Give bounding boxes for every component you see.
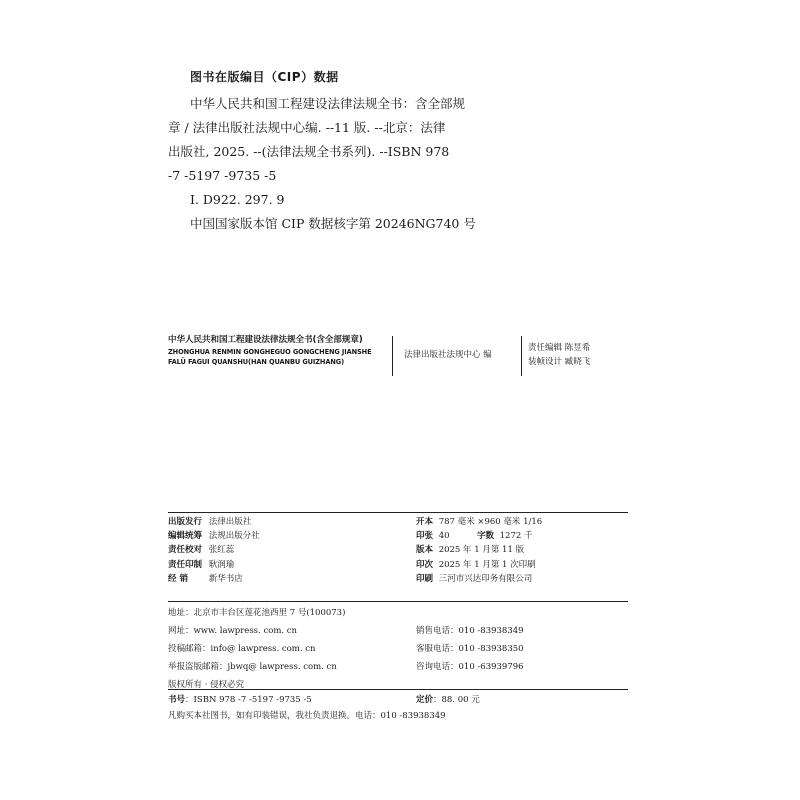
pub-label: 经 销 [168, 573, 188, 584]
role-responsible-editor: 责任编辑 陈昱希 [528, 343, 591, 353]
piracy-report-email: 举报盗版邮箱：jbwq@ lawpress. com. cn [168, 662, 337, 672]
cip-line-3: 出版社, 2025. --(法律法规全书系列). --ISBN 978 [168, 144, 450, 159]
price [416, 692, 480, 708]
contact-right-column [416, 622, 628, 694]
cip-line-2: 章 / 法律出版社法规中心编. --11 版. --北京：法律 [168, 120, 446, 135]
horizontal-rule [168, 689, 628, 690]
cip-line-6: 中国国家版本馆 CIP 数据核字第 20246NG740 号 [190, 216, 476, 231]
pub-value: 法规出版分社 [208, 531, 260, 542]
footer-info [168, 689, 628, 724]
service-phone: 客服电话：010 -83938350 [416, 644, 524, 654]
pub-label: 编辑统筹 [168, 531, 203, 542]
price-label: 定价 [416, 695, 434, 705]
staff-roles [528, 341, 590, 369]
book-title-chinese: 中华人民共和国工程建设法律法规全书(含全部规章) [168, 335, 363, 345]
publication-left-column [168, 515, 416, 586]
editor-credit: 法律出版社法规中心 编 [404, 350, 492, 360]
isbn-label: 书号 [168, 695, 186, 705]
book-title-pinyin-line-2: FALÜ FAGUI QUANSHU(HAN QUANBU GUIZHANG) [168, 358, 345, 366]
pub-label: 开本 [416, 517, 434, 527]
submission-email: 投稿邮箱：info@ lawpress. com. cn [168, 644, 316, 654]
vertical-divider [392, 336, 393, 376]
pub-value: 新华书店 [208, 573, 243, 584]
pub-value: 耿润瑜 [208, 559, 235, 570]
pub-row-printer [416, 572, 628, 586]
vertical-divider [521, 336, 522, 376]
contact-left-column [168, 622, 416, 694]
pub-label: 版本 [416, 545, 434, 556]
isbn-value: ：ISBN 978 -7 -5197 -9735 -5 [185, 695, 312, 705]
cip-line-1: 中华人民共和国工程建设法律法规全书：含全部规 [190, 96, 466, 111]
copyright-notice: 版权所有 · 侵权必究 [168, 680, 245, 690]
pub-value: 法律出版社 [208, 517, 252, 527]
consult-phone: 咨询电话：010 -63939796 [416, 662, 524, 672]
pub-value: 2025 年 1 月第 11 版 [438, 545, 525, 556]
pub-label: 责任校对 [168, 545, 203, 556]
pub-row-editorial [168, 529, 416, 543]
pub-label: 出版发行 [168, 517, 203, 527]
pub-row-edition [416, 543, 628, 557]
publication-right-column [416, 515, 628, 586]
pub-row-distributor [168, 572, 416, 586]
cip-line-4: -7 -5197 -9735 -5 [168, 168, 277, 183]
pub-label: 印张 [416, 531, 434, 542]
cip-heading: 图书在版编目（CIP）数据 [190, 70, 339, 84]
pub-label: 责任印制 [168, 559, 203, 570]
pub-value: 2025 年 1 月第 1 次印刷 [438, 559, 536, 570]
sales-phone: 销售电话：010 -83938349 [416, 626, 524, 636]
pub-row-printing [416, 558, 628, 572]
pub-value: 787 毫米 ×960 毫米 1/16 [438, 517, 543, 527]
pub-label: 印刷 [416, 573, 434, 584]
book-credit-box [168, 334, 628, 376]
pub-label: 字数 [476, 531, 494, 542]
pub-row-sheets-words [416, 529, 628, 543]
pub-row-proofreader [168, 543, 416, 557]
pub-value: 1272 千 [499, 531, 533, 542]
horizontal-rule [168, 512, 628, 513]
pub-row-format [416, 515, 628, 529]
cip-line-5: Ⅰ. D922. 297. 9 [190, 192, 285, 207]
pub-value: 张红蕊 [208, 545, 235, 556]
pub-row-publisher [168, 515, 416, 529]
contact-info [168, 601, 628, 694]
book-title [168, 334, 383, 367]
return-notice: 凡购买本社图书，如有印装错误，我社负责退换。电话：010 -83938349 [168, 711, 446, 721]
website: 网址：www. lawpress. com. cn [168, 626, 298, 636]
pub-label: 印次 [416, 559, 434, 570]
address: 地址：北京市丰台区莲花池西里 7 号(100073) [168, 608, 346, 618]
pub-row-printing-manager [168, 558, 416, 572]
role-binding-design: 装帧设计 臧晓飞 [528, 357, 591, 367]
pub-value: 40 [438, 531, 450, 542]
isbn [168, 692, 416, 708]
publication-details [168, 512, 628, 586]
price-value: ：88. 00 元 [433, 695, 480, 705]
book-title-pinyin-line-1: ZHONGHUA RENMIN GONGHEGUO GONGCHENG JIANSHE [168, 348, 372, 356]
horizontal-rule [168, 601, 628, 602]
cip-data-block [168, 92, 508, 236]
pub-value: 三河市兴达印务有限公司 [438, 573, 533, 584]
